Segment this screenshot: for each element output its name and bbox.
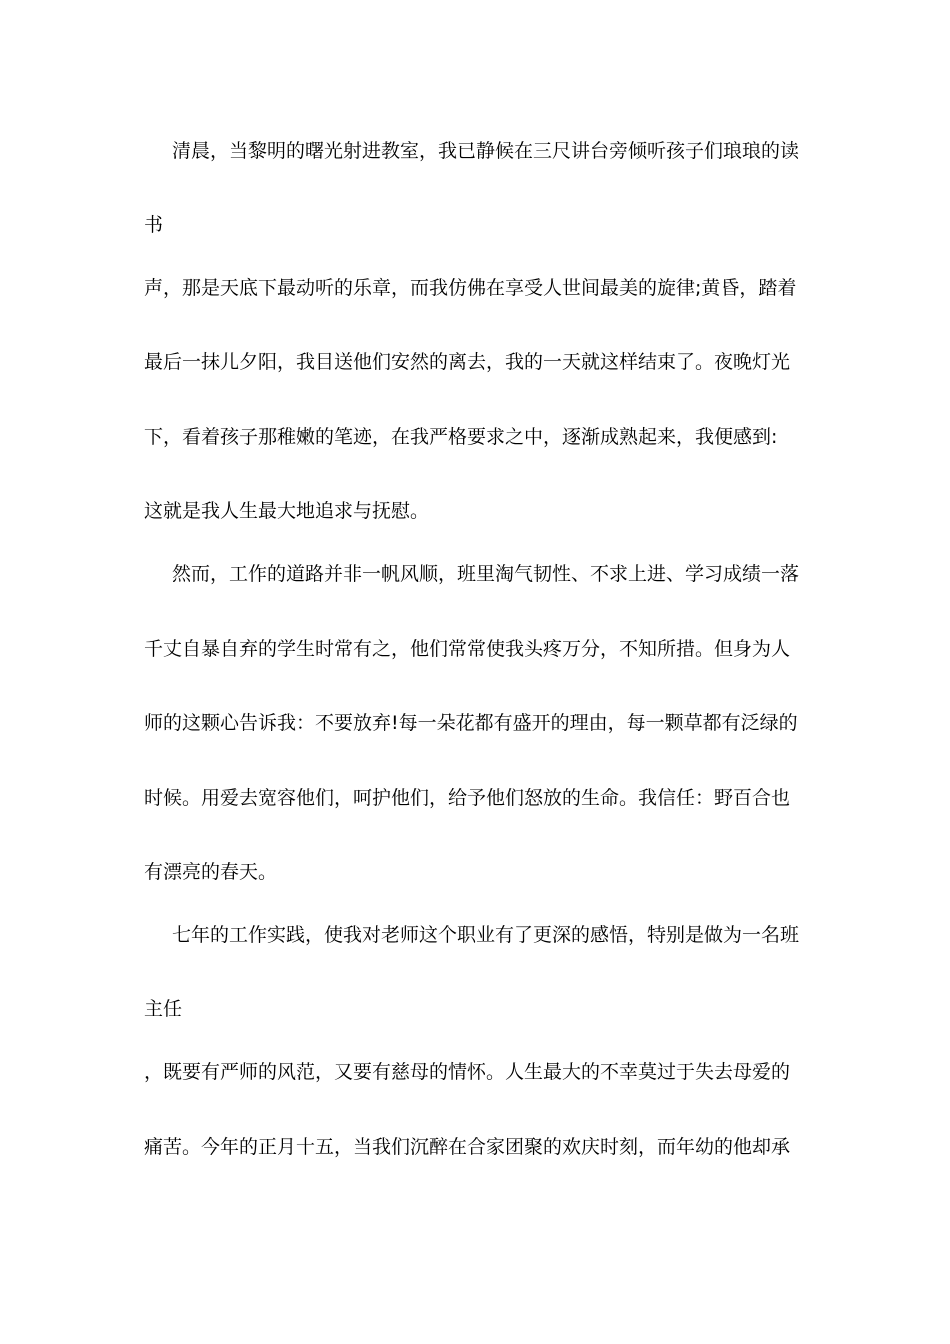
- paragraph-line: 这就是我人生最大地追求与抚慰。: [144, 500, 430, 522]
- paragraph-line: 书: [144, 214, 164, 236]
- paragraph-line: 千丈自暴自弃的学生时常有之，他们常常使我头疼万分，不知所措。但身为人: [144, 638, 791, 660]
- paragraph-line: ，既要有严师的风范，又要有慈母的情怀。人生最大的不幸莫过于失去母爱的: [144, 1061, 791, 1083]
- paragraph-line: 最后一抹儿夕阳，我目送他们安然的离去，我的一天就这样结束了。夜晚灯光: [144, 351, 791, 373]
- paragraph-line: 七年的工作实践，使我对老师这个职业有了更深的感悟，特别是做为一名班: [172, 924, 800, 946]
- paragraph-line: 师的这颗心告诉我：不要放弃!每一朵花都有盛开的理由，每一颗草都有泛绿的: [144, 712, 798, 734]
- paragraph-line: 时候。用爱去宽容他们，呵护他们，给予他们怒放的生命。我信任：野百合也: [144, 787, 791, 809]
- paragraph-line: 下，看着孩子那稚嫩的笔迹，在我严格要求之中，逐渐成熟起来，我便感到:: [144, 426, 778, 448]
- paragraph-line: 主任: [144, 998, 183, 1020]
- paragraph-line: 痛苦。今年的正月十五，当我们沉醉在合家团聚的欢庆时刻，而年幼的他却承: [144, 1136, 791, 1158]
- paragraph-line: 声，那是天底下最动听的乐章，而我仿佛在享受人世间最美的旋律;黄昏，踏着: [144, 277, 797, 299]
- paragraph-line: 清晨，当黎明的曙光射进教室，我已静候在三尺讲台旁倾听孩子们琅琅的读: [172, 140, 800, 162]
- paragraph-line: 然而，工作的道路并非一帆风顺，班里淘气韧性、不求上进、学习成绩一落: [172, 563, 800, 585]
- paragraph-line: 有漂亮的春天。: [144, 861, 278, 883]
